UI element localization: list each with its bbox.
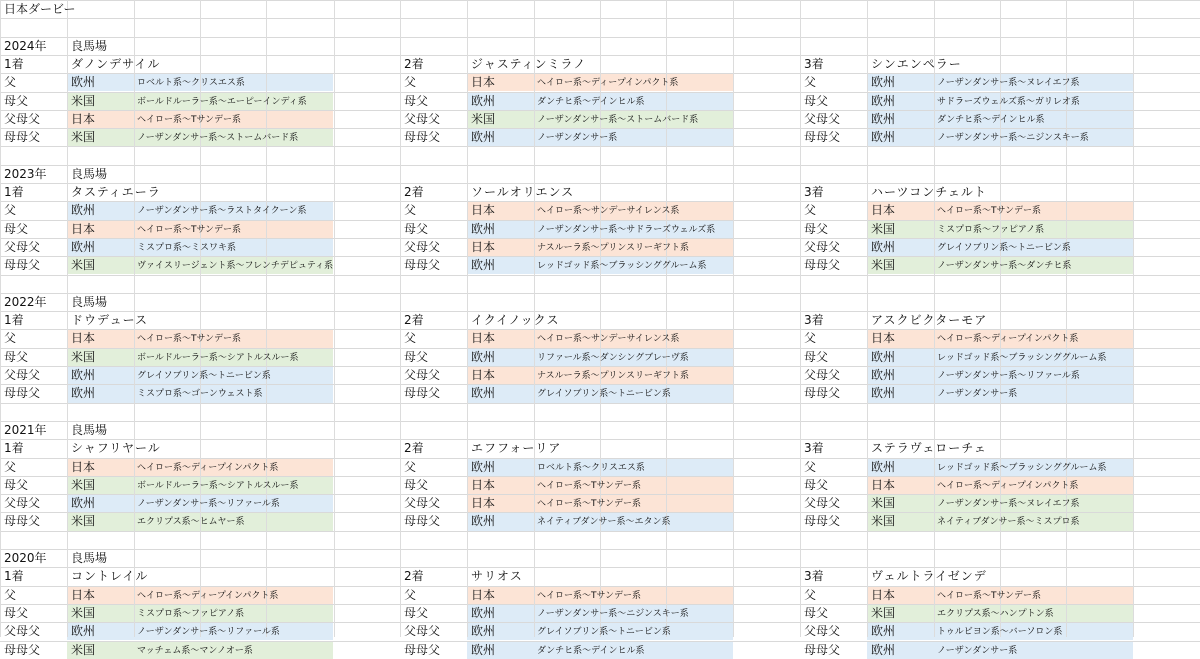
pedigree-role: 父母父 bbox=[404, 368, 441, 382]
pedigree-role: 母母父 bbox=[804, 386, 841, 401]
region-label: 欧州 bbox=[71, 239, 96, 254]
lineage-label: ヘイロー系～Tサンデー系 bbox=[537, 480, 642, 491]
lineage-label: ロベルト系～クリスエス系 bbox=[537, 462, 645, 473]
horse-name: ジャスティンミラノ bbox=[471, 56, 587, 71]
pedigree-role: 母母父 bbox=[404, 386, 441, 401]
pedigree-role: 母母父 bbox=[804, 642, 841, 657]
lineage-label: ボールドルーラー系～シアトルスルー系 bbox=[137, 480, 299, 491]
pedigree-role: 母母父 bbox=[404, 642, 441, 657]
lineage-label: ノーザンダンサー系～ダンチヒ系 bbox=[937, 261, 1072, 272]
region-label: 欧州 bbox=[871, 111, 896, 126]
year-label: 2020年 bbox=[4, 551, 47, 565]
region-label: 欧州 bbox=[871, 130, 896, 145]
pedigree-role: 母父 bbox=[4, 477, 29, 492]
pedigree-role: 母母父 bbox=[804, 130, 841, 145]
track-condition: 良馬場 bbox=[71, 166, 108, 181]
lineage-label: マッチェム系～マンノオー系 bbox=[137, 645, 253, 656]
page-title: 日本ダービー bbox=[4, 2, 76, 16]
lineage-label: ノーザンダンサー系～リファール系 bbox=[137, 499, 280, 510]
lineage-label: ヘイロー系～Tサンデー系 bbox=[937, 206, 1042, 217]
grid-col-line bbox=[733, 0, 734, 637]
pedigree-role: 母父 bbox=[804, 93, 829, 108]
year-label: 2022年 bbox=[4, 294, 47, 309]
placing-label: 2着 bbox=[404, 56, 424, 71]
pedigree-role: 母母父 bbox=[804, 258, 841, 273]
region-label: 日本 bbox=[71, 221, 96, 236]
track-condition: 良馬場 bbox=[71, 38, 108, 53]
pedigree-role: 父母父 bbox=[804, 239, 841, 254]
pedigree-role: 父 bbox=[404, 203, 417, 218]
placing-label: 2着 bbox=[404, 441, 424, 456]
track-condition: 良馬場 bbox=[71, 422, 108, 437]
pedigree-role: 父 bbox=[804, 331, 817, 346]
lineage-label: ヴァイスリージェント系～フレンチデピュティ系 bbox=[137, 261, 334, 272]
pedigree-role: 父 bbox=[404, 75, 417, 90]
horse-name: ダノンデサイル bbox=[71, 56, 161, 71]
region-label: 欧州 bbox=[71, 496, 96, 511]
region-label: 欧州 bbox=[471, 605, 496, 620]
placing-label: 3着 bbox=[804, 441, 824, 456]
lineage-label: ノーザンダンサー系～リファール系 bbox=[137, 627, 280, 638]
region-label: 米国 bbox=[71, 605, 96, 620]
lineage-label: ヘイロー系～Tサンデー系 bbox=[937, 590, 1042, 601]
pedigree-role: 父母父 bbox=[804, 624, 841, 639]
lineage-label: ヘイロー系～ディープインパクト系 bbox=[937, 334, 1079, 345]
lineage-label: ミスプロ系～ミスワキ系 bbox=[137, 242, 237, 253]
track-condition: 良馬場 bbox=[71, 294, 108, 309]
horse-name: エフフォーリア bbox=[471, 441, 562, 456]
region-label: 米国 bbox=[871, 221, 896, 236]
pedigree-role: 母父 bbox=[404, 605, 429, 620]
placing-label: 3着 bbox=[804, 313, 824, 328]
region-label: 欧州 bbox=[871, 349, 896, 364]
lineage-label: リファール系～ダンシングブレーヴ系 bbox=[537, 352, 689, 363]
grid-col-line bbox=[1133, 0, 1134, 637]
region-label: 米国 bbox=[71, 477, 96, 492]
lineage-label: トゥルビヨン系～バーソロン系 bbox=[937, 627, 1063, 638]
year-label: 2023年 bbox=[4, 166, 47, 181]
horse-name: ヴェルトライゼンデ bbox=[871, 569, 987, 584]
lineage-label: ヘイロー系～Tサンデー系 bbox=[137, 224, 242, 235]
lineage-label: ネイティブダンサー系～エタン系 bbox=[537, 517, 671, 528]
region-label: 欧州 bbox=[871, 624, 896, 639]
region-label: 日本 bbox=[471, 368, 496, 382]
lineage-label: ダンチヒ系～デインヒル系 bbox=[537, 645, 645, 656]
placing-label: 1着 bbox=[4, 441, 24, 456]
lineage-label: ノーザンダンサー系～ストームバード系 bbox=[537, 114, 699, 125]
region-label: 米国 bbox=[871, 258, 896, 273]
horse-name: アスクビクターモア bbox=[871, 313, 988, 328]
pedigree-role: 母母父 bbox=[4, 258, 41, 273]
horse-name: コントレイル bbox=[71, 569, 149, 584]
region-label: 欧州 bbox=[71, 386, 96, 401]
lineage-label: ノーザンダンサー系 bbox=[937, 389, 1018, 400]
region-label: 日本 bbox=[471, 477, 496, 492]
lineage-label: レッドゴッド系～ブラッシンググルーム系 bbox=[937, 462, 1107, 473]
pedigree-role: 父母父 bbox=[404, 111, 441, 126]
region-label: 日本 bbox=[71, 587, 96, 602]
region-label: 欧州 bbox=[471, 514, 496, 529]
region-label: 欧州 bbox=[71, 203, 96, 218]
lineage-label: ヘイロー系～Tサンデー系 bbox=[537, 499, 642, 510]
pedigree-role: 父母父 bbox=[4, 624, 41, 639]
lineage-label: グレイソブリン系～トニービン系 bbox=[537, 389, 671, 400]
pedigree-role: 父母父 bbox=[4, 239, 41, 254]
region-label: 日本 bbox=[71, 331, 96, 346]
pedigree-role: 父母父 bbox=[404, 239, 441, 254]
lineage-label: ミスプロ系～ファピアノ系 bbox=[137, 608, 245, 619]
lineage-label: ヘイロー系～Tサンデー系 bbox=[537, 590, 642, 601]
pedigree-role: 母母父 bbox=[4, 642, 41, 657]
pedigree-role: 母母父 bbox=[404, 258, 441, 273]
horse-name: サリオス bbox=[471, 569, 523, 584]
pedigree-role: 母父 bbox=[404, 349, 429, 364]
lineage-label: ヘイロー系～サンデーサイレンス系 bbox=[537, 206, 680, 217]
horse-name: シャフリヤール bbox=[71, 441, 161, 456]
lineage-label: ノーザンダンサー系～リファール系 bbox=[937, 371, 1080, 381]
lineage-label: ノーザンダンサー系 bbox=[537, 133, 618, 144]
region-label: 欧州 bbox=[471, 130, 496, 145]
pedigree-role: 父母父 bbox=[804, 496, 841, 511]
horse-name: ソールオリエンス bbox=[471, 185, 575, 199]
horse-name: ハーツコンチェルト bbox=[871, 185, 987, 199]
pedigree-role: 母父 bbox=[4, 349, 29, 364]
lineage-label: レッドゴッド系～ブラッシンググルーム系 bbox=[537, 261, 707, 272]
region-label: 欧州 bbox=[471, 93, 496, 108]
region-label: 日本 bbox=[471, 331, 496, 346]
region-label: 米国 bbox=[471, 111, 496, 126]
lineage-label: ヘイロー系～ディープインパクト系 bbox=[137, 462, 279, 473]
region-label: 日本 bbox=[471, 587, 496, 602]
lineage-label: ヘイロー系～サンデーサイレンス系 bbox=[537, 334, 680, 345]
region-label: 日本 bbox=[871, 477, 896, 492]
horse-name: イクイノックス bbox=[471, 313, 560, 328]
pedigree-role: 父 bbox=[4, 587, 17, 602]
placing-label: 2着 bbox=[404, 313, 424, 328]
placing-label: 3着 bbox=[804, 56, 824, 71]
pedigree-role: 母母父 bbox=[4, 130, 41, 145]
placing-label: 3着 bbox=[804, 569, 824, 584]
region-label: 欧州 bbox=[871, 239, 896, 254]
lineage-label: ミスプロ系～ゴーンウェスト系 bbox=[137, 389, 263, 400]
lineage-label: グレイソブリン系～トニービン系 bbox=[137, 371, 271, 381]
grid-col-line bbox=[400, 0, 401, 637]
lineage-label: ネイティブダンサー系～ミスプロ系 bbox=[937, 517, 1080, 528]
lineage-label: ヘイロー系～Tサンデー系 bbox=[137, 334, 242, 345]
region-label: 日本 bbox=[71, 111, 96, 126]
lineage-label: ノーザンダンサー系～ヌレイエフ系 bbox=[937, 78, 1080, 89]
pedigree-role: 父 bbox=[804, 203, 817, 218]
pedigree-role: 母母父 bbox=[4, 386, 41, 401]
region-label: 日本 bbox=[471, 75, 496, 90]
pedigree-role: 父 bbox=[4, 203, 17, 218]
region-label: 日本 bbox=[471, 239, 496, 254]
region-label: 欧州 bbox=[471, 386, 496, 401]
grid-col-line bbox=[0, 0, 1, 637]
region-label: 日本 bbox=[871, 587, 896, 602]
lineage-label: ノーザンダンサー系 bbox=[937, 645, 1018, 656]
region-label: 日本 bbox=[71, 459, 96, 474]
pedigree-role: 父母父 bbox=[4, 496, 41, 511]
lineage-label: エクリプス系～ハンプトン系 bbox=[937, 608, 1054, 619]
grid-col-line bbox=[334, 0, 335, 637]
horse-name: ステラヴェローチェ bbox=[871, 441, 987, 456]
region-label: 米国 bbox=[71, 258, 96, 273]
grid-col-line bbox=[467, 0, 468, 637]
lineage-label: ダンチヒ系～デインヒル系 bbox=[537, 96, 645, 107]
pedigree-role: 父 bbox=[404, 587, 417, 602]
region-label: 米国 bbox=[871, 514, 896, 529]
region-label: 米国 bbox=[71, 349, 96, 364]
lineage-label: ヘイロー系～ディープインパクト系 bbox=[137, 590, 279, 601]
pedigree-role: 母父 bbox=[404, 93, 429, 108]
region-label: 欧州 bbox=[871, 459, 896, 474]
grid-col-line bbox=[666, 0, 667, 637]
pedigree-role: 父 bbox=[404, 459, 417, 474]
lineage-label: ミスプロ系～ファピアノ系 bbox=[937, 224, 1045, 235]
lineage-label: ヘイロー系～ディープインパクト系 bbox=[937, 480, 1079, 491]
placing-label: 1着 bbox=[4, 185, 24, 199]
pedigree-role: 母父 bbox=[4, 605, 29, 620]
lineage-label: ノーザンダンサー系～ストームバード系 bbox=[137, 133, 299, 144]
lineage-label: グレイソブリン系～トニービン系 bbox=[537, 627, 671, 638]
pedigree-role: 父母父 bbox=[804, 368, 841, 382]
region-label: 米国 bbox=[871, 496, 896, 511]
pedigree-role: 父 bbox=[804, 587, 817, 602]
region-label: 日本 bbox=[871, 203, 896, 218]
region-label: 米国 bbox=[71, 514, 96, 529]
lineage-label: ノーザンダンサー系～ラストタイクーン系 bbox=[137, 206, 307, 217]
lineage-label: ノーザンダンサー系～ニジンスキー系 bbox=[537, 608, 689, 619]
lineage-label: エクリプス系～ヒムヤー系 bbox=[137, 517, 245, 528]
horse-name: シンエンペラー bbox=[871, 56, 962, 71]
pedigree-role: 父 bbox=[804, 459, 817, 474]
pedigree-role: 母母父 bbox=[4, 514, 41, 529]
pedigree-role: 母父 bbox=[4, 93, 29, 108]
region-label: 日本 bbox=[471, 203, 496, 218]
pedigree-role: 父 bbox=[4, 459, 17, 474]
region-label: 欧州 bbox=[71, 368, 96, 382]
pedigree-role: 母父 bbox=[804, 477, 829, 492]
pedigree-role: 母父 bbox=[404, 221, 429, 236]
pedigree-role: 母父 bbox=[804, 605, 829, 620]
pedigree-role: 父母父 bbox=[404, 624, 441, 639]
pedigree-role: 母父 bbox=[804, 349, 829, 364]
pedigree-role: 父 bbox=[4, 75, 17, 90]
placing-label: 1着 bbox=[4, 569, 24, 584]
pedigree-role: 母父 bbox=[404, 477, 429, 492]
lineage-label: ロベルト系～クリスエス系 bbox=[137, 78, 245, 89]
lineage-label: ナスルーラ系～プリンスリーギフト系 bbox=[537, 371, 690, 381]
region-label: 欧州 bbox=[871, 642, 896, 657]
lineage-label: ノーザンダンサー系～ニジンスキー系 bbox=[937, 133, 1089, 144]
lineage-label: ナスルーラ系～プリンスリーギフト系 bbox=[537, 242, 690, 253]
placing-label: 2着 bbox=[404, 569, 424, 584]
region-label: 日本 bbox=[871, 331, 896, 346]
year-label: 2024年 bbox=[4, 38, 47, 53]
pedigree-role: 母母父 bbox=[404, 514, 441, 529]
pedigree-role: 母父 bbox=[4, 221, 29, 236]
pedigree-role: 父母父 bbox=[4, 111, 41, 126]
lineage-label: ヘイロー系～ディープインパクト系 bbox=[537, 78, 679, 89]
region-label: 欧州 bbox=[871, 93, 896, 108]
region-label: 米国 bbox=[71, 130, 96, 145]
region-label: 欧州 bbox=[871, 75, 896, 90]
lineage-label: ボールドルーラー系～エーピーインディ系 bbox=[137, 96, 307, 107]
pedigree-role: 父 bbox=[404, 331, 417, 346]
region-label: 米国 bbox=[71, 642, 96, 657]
placing-label: 1着 bbox=[4, 313, 24, 328]
region-label: 米国 bbox=[71, 93, 96, 108]
region-label: 欧州 bbox=[71, 624, 96, 639]
lineage-label: ヘイロー系～Tサンデー系 bbox=[137, 114, 242, 125]
grid-col-line bbox=[67, 0, 68, 637]
track-condition: 良馬場 bbox=[71, 551, 108, 565]
pedigree-role: 母母父 bbox=[404, 130, 441, 145]
region-label: 欧州 bbox=[871, 386, 896, 401]
pedigree-role: 父 bbox=[4, 331, 17, 346]
pedigree-role: 父母父 bbox=[804, 111, 841, 126]
pedigree-role: 父母父 bbox=[4, 368, 41, 382]
year-label: 2021年 bbox=[4, 422, 47, 437]
pedigree-role: 母母父 bbox=[804, 514, 841, 529]
region-label: 欧州 bbox=[471, 258, 496, 273]
region-label: 米国 bbox=[871, 605, 896, 620]
region-label: 日本 bbox=[471, 496, 496, 511]
lineage-label: ノーザンダンサー系～サドラーズウェルズ系 bbox=[537, 224, 716, 235]
region-label: 欧州 bbox=[471, 642, 496, 657]
pedigree-role: 父 bbox=[804, 75, 817, 90]
region-label: 欧州 bbox=[471, 624, 496, 639]
grid-col-line bbox=[867, 0, 868, 637]
lineage-label: グレイソブリン系～トニービン系 bbox=[937, 242, 1071, 253]
placing-label: 3着 bbox=[804, 185, 824, 199]
lineage-label: ノーザンダンサー系～ヌレイエフ系 bbox=[937, 499, 1080, 510]
lineage-label: レッドゴッド系～ブラッシンググルーム系 bbox=[937, 352, 1107, 363]
pedigree-role: 父母父 bbox=[404, 496, 441, 511]
horse-name: ドウデュース bbox=[71, 313, 149, 328]
region-label: 欧州 bbox=[471, 221, 496, 236]
lineage-label: サドラーズウェルズ系～ガリレオ系 bbox=[937, 96, 1080, 107]
pedigree-role: 母父 bbox=[804, 221, 829, 236]
region-label: 欧州 bbox=[871, 368, 896, 382]
region-label: 欧州 bbox=[471, 349, 496, 364]
placing-label: 1着 bbox=[4, 56, 24, 71]
horse-name: タスティエーラ bbox=[71, 185, 161, 199]
lineage-label: ボールドルーラー系～シアトルスルー系 bbox=[137, 352, 299, 363]
lineage-label: ダンチヒ系～デインヒル系 bbox=[937, 114, 1045, 125]
grid-col-line bbox=[800, 0, 801, 637]
region-label: 欧州 bbox=[471, 459, 496, 474]
placing-label: 2着 bbox=[404, 185, 424, 199]
region-label: 欧州 bbox=[71, 75, 96, 90]
